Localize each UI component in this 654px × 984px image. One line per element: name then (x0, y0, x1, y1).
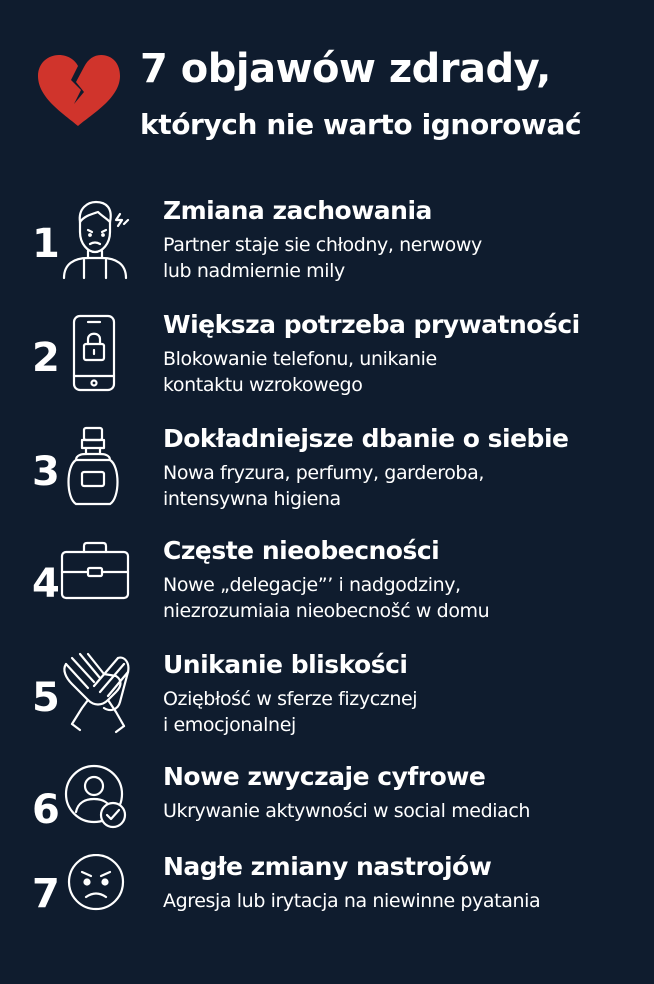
item-description: Blokowanie telefonu, unikanie kontaktu wzrokowego (163, 348, 437, 396)
user-check-icon (58, 764, 132, 848)
list-item (0, 652, 654, 752)
item-number: 5 (32, 675, 60, 721)
list-item (0, 312, 654, 412)
list-item (0, 538, 654, 638)
item-title: Częste nieobecności (163, 536, 440, 565)
item-number: 3 (32, 449, 60, 495)
list-item (0, 198, 654, 298)
item-number: 4 (32, 561, 60, 607)
perfume-bottle-icon (58, 426, 132, 510)
item-description: Oziębłość w sferze fizycznej i emocjonalnej (163, 688, 418, 736)
list-item (0, 854, 654, 954)
list-item (0, 426, 654, 526)
item-description: Nowa fryzura, perfumy, garderoba, intensywna higiena (163, 462, 484, 510)
page-title: 7 objawów zdrady, (140, 46, 551, 92)
item-description: Agresja lub irytacja na niewinne pyatania (163, 890, 541, 912)
item-title: Większa potrzeba prywatności (163, 310, 580, 339)
broken-heart-icon (34, 52, 122, 128)
header (0, 0, 654, 170)
list-item (0, 764, 654, 864)
item-description: Nowe „delegacje”’ i nadgodziny, niezrozumiaia nieobecnošć w domu (163, 574, 490, 622)
rejecting-hands-icon (58, 652, 132, 736)
item-number: 1 (32, 221, 60, 267)
item-number: 6 (32, 787, 60, 833)
item-description: Ukrywanie aktywności w social mediach (163, 800, 531, 822)
locked-phone-icon (58, 312, 132, 396)
item-number: 2 (32, 335, 60, 381)
item-title: Dokładniejsze dbanie o siebie (163, 424, 569, 453)
item-title: Nagłe zmiany nastrojów (163, 852, 492, 881)
angry-face-icon (58, 854, 132, 938)
item-title: Unikanie bliskości (163, 650, 408, 679)
briefcase-icon (58, 538, 132, 622)
page-subtitle: których nie warto ignorować (140, 108, 582, 141)
item-number: 7 (32, 871, 60, 917)
item-title: Zmiana zachowania (163, 196, 432, 225)
stressed-person-icon (58, 198, 132, 282)
item-title: Nowe zwyczaje cyfrowe (163, 762, 486, 791)
item-description: Partner staje sie chłodny, nerwowy lub nadmiernie mily (163, 234, 482, 282)
